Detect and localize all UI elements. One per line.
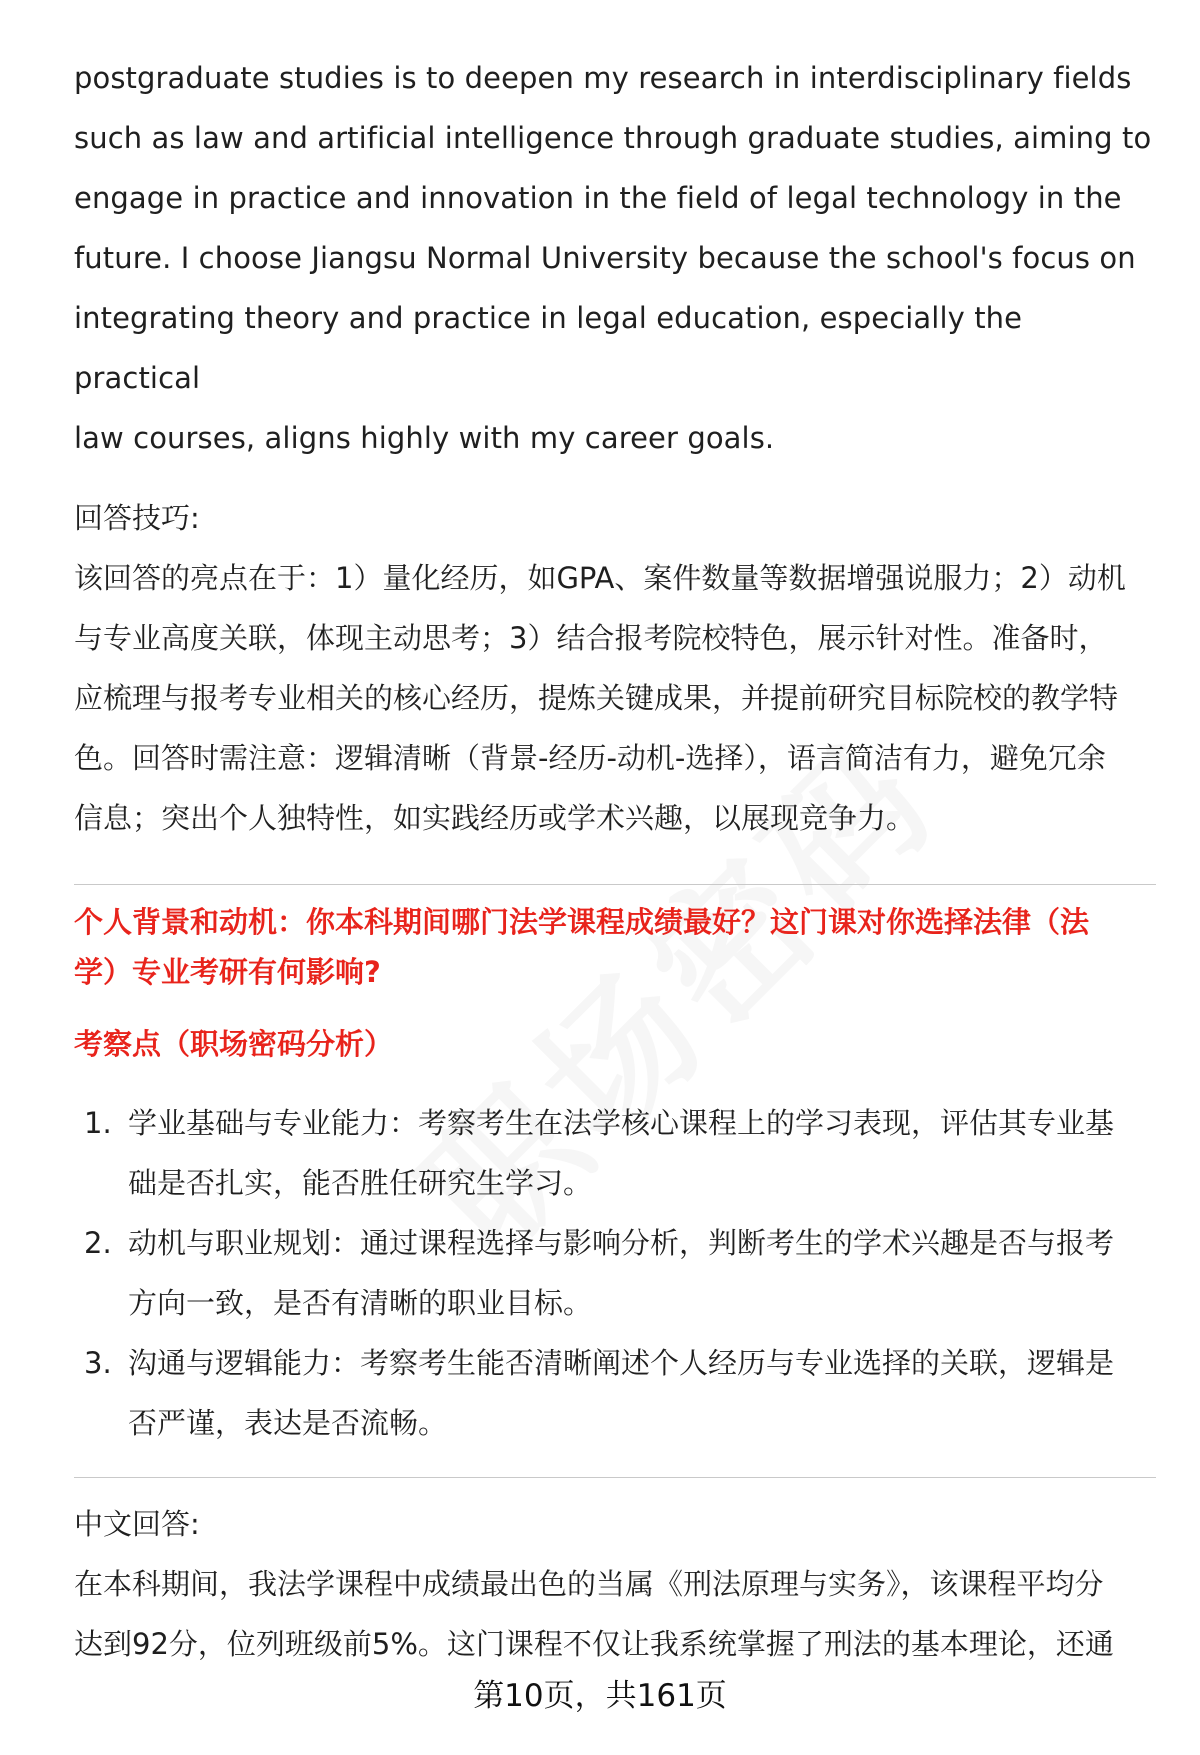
list-item xyxy=(74,1213,1156,1333)
chinese-answer-label: 中文回答: xyxy=(74,1507,200,1541)
intro-paragraph xyxy=(74,48,1156,468)
text-line: 在本科期间，我法学课程中成绩最出色的当属《刑法原理与实务》，该课程平均分 xyxy=(74,1567,1104,1601)
text-line: 应梳理与报考专业相关的核心经历，提炼关键成果，并提前研究目标院校的教学特 xyxy=(74,681,1119,715)
divider xyxy=(74,884,1156,885)
text-line: 该回答的亮点在于：1）量化经历，如GPA、案件数量等数据增强说服力；2）动机 xyxy=(74,561,1126,595)
text-line: law courses, aligns highly with my career goals. xyxy=(74,421,775,455)
chinese-answer-paragraph xyxy=(74,1554,1156,1674)
list-number: 2. xyxy=(84,1226,112,1260)
list-item xyxy=(74,1093,1156,1213)
text-line: postgraduate studies is to deepen my research in interdisciplinary fields xyxy=(74,61,1132,95)
text-line: 动机与职业规划：通过课程选择与影响分析，判断考生的学术兴趣是否与报考 xyxy=(128,1226,1115,1260)
tips-paragraph xyxy=(74,548,1156,848)
text-line: integrating theory and practice in legal education, especially the practical xyxy=(74,301,1023,395)
text-line: such as law and artificial intelligence through graduate studies, aiming to xyxy=(74,121,1152,155)
document-page xyxy=(74,48,1156,1674)
list-number: 1. xyxy=(84,1106,112,1140)
text-line: 沟通与逻辑能力：考察考生能否清晰阐述个人经历与专业选择的关联，逻辑是 xyxy=(128,1346,1115,1380)
page-number-footer: 第10页，共161页 xyxy=(473,1678,727,1714)
question-heading xyxy=(74,897,1156,997)
tips-label: 回答技巧: xyxy=(74,501,200,535)
divider xyxy=(74,1477,1156,1478)
focus-points-list xyxy=(74,1093,1156,1453)
text-line: future. I choose Jiangsu Normal University because the school's focus on xyxy=(74,241,1136,275)
question-line: 个人背景和动机：你本科期间哪门法学课程成绩最好？这门课对你选择法律（法 xyxy=(74,905,1090,939)
list-number: 3. xyxy=(84,1346,112,1380)
text-line: 色。回答时需注意：逻辑清晰（背景-经历-动机-选择），语言简洁有力，避免冗余 xyxy=(74,741,1106,775)
text-line: 否严谨，表达是否流畅。 xyxy=(128,1406,448,1440)
focus-title: 考察点（职场密码分析） xyxy=(74,1027,394,1061)
text-line: 学业基础与专业能力：考察考生在法学核心课程上的学习表现，评估其专业基 xyxy=(128,1106,1115,1140)
text-line: engage in practice and innovation in the field of legal technology in the xyxy=(74,181,1122,215)
text-line: 础是否扎实，能否胜任研究生学习。 xyxy=(128,1166,593,1200)
text-line: 信息；突出个人独特性，如实践经历或学术兴趣，以展现竞争力。 xyxy=(74,801,916,835)
text-line: 方向一致，是否有清晰的职业目标。 xyxy=(128,1286,593,1320)
list-item xyxy=(74,1333,1156,1453)
text-line: 与专业高度关联，体现主动思考；3）结合报考院校特色，展示针对性。准备时， xyxy=(74,621,1108,655)
question-line: 学）专业考研有何影响? xyxy=(74,955,381,989)
text-line: 达到92分，位列班级前5%。这门课程不仅让我系统掌握了刑法的基本理论，还通 xyxy=(74,1627,1114,1661)
